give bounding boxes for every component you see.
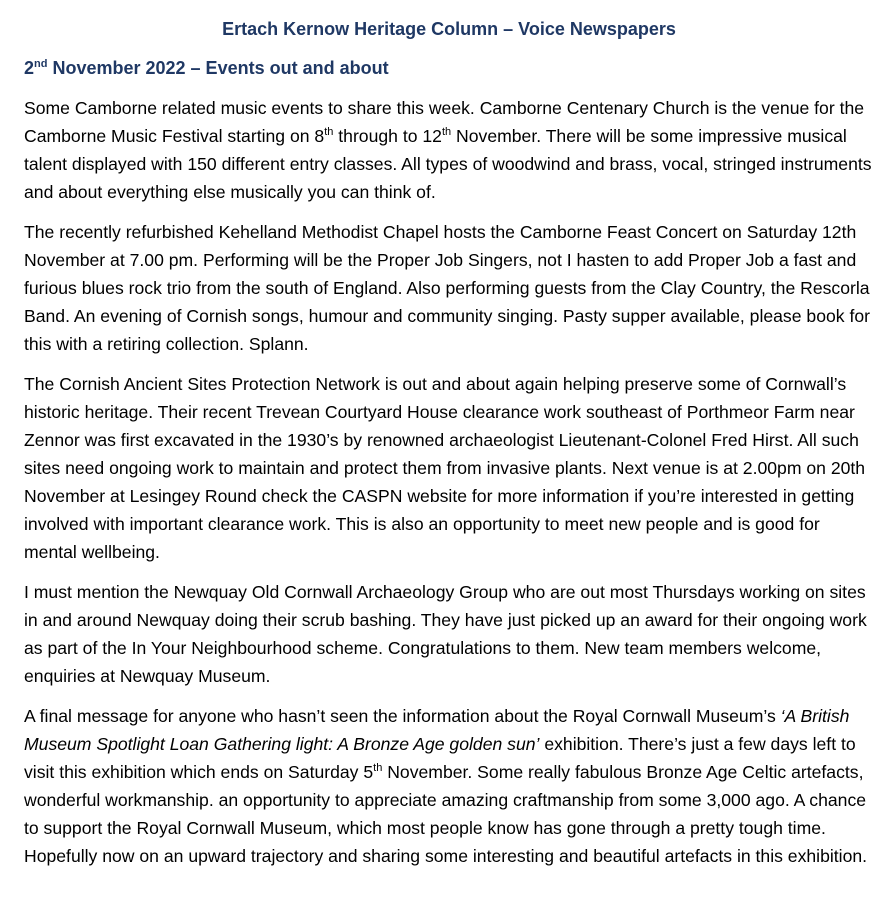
paragraph-music-festival <box>24 94 874 206</box>
paragraph-newquay-group: I must mention the Newquay Old Cornwall Archaeology Group who are out most Thursdays working on sites in and around Newquay doing their scrub bashing. They have just picked up an award for their ongoing work as part of the In Your Neighbourhood scheme. Congratulations to them. New team members welcome, enquiries at Newquay Museum. <box>24 582 867 686</box>
paragraph-museum-exhibition <box>24 702 874 870</box>
p5-text-a: A final message for anyone who hasn’t seen the information about the Royal Cornwall Museum’s <box>24 706 781 726</box>
p5-sup: th <box>373 762 383 775</box>
date-heading-rest: November 2022 – Events out and about <box>47 58 389 78</box>
p5-text-c: November. Some really fabulous Bronze Age Celtic artefacts, wonderful workmanship. an opportunity to appreciate amazing craftmanship from some 3,000 ago. A chance to support the Royal Cornwall Museum, which most people know has gone through a pretty tough time. Hopefully now on an upward trajectory and sharing some interesting and beautiful artefacts in this exhibition. <box>24 762 868 866</box>
p1-sup-2: th <box>441 126 452 139</box>
page-title: Ertach Kernow Heritage Column – Voice Newspapers <box>222 19 676 39</box>
date-day: 2 <box>24 58 35 78</box>
paragraph-feast-concert: The recently refurbished Kehelland Methodist Chapel hosts the Camborne Feast Concert on Saturday 12th November at 7.00 pm. Performing will be the Proper Job Singers, not I hasten to add Proper Job a fast and furious blues rock trio from the south of England. Also performing guests from the Clay Country, the Rescorla Band. An evening of Cornish songs, humour and community singing. Pasty supper available, please book for this with a retiring collection. Splann. <box>24 222 870 354</box>
p1-text-b: through to 12 <box>333 126 442 146</box>
p5-text-b: exhibition. There’s just a few days left to visit this exhibition which ends on Saturday 5 <box>24 734 856 782</box>
p1-sup-1: th <box>324 126 334 139</box>
p1-text-c: November. There will be some impressive musical talent displayed with 150 different entry classes. All types of woodwind and brass, vocal, stringed instruments and about everything else musically you can think of. <box>24 126 872 202</box>
paragraph-caspn: The Cornish Ancient Sites Protection Network is out and about again helping preserve some of Cornwall’s historic heritage. Their recent Trevean Courtyard House clearance work southeast of Porthmeor Farm near Zennor was first excavated in the 1930’s by renowned archaeologist Lieutenant-Colonel Fred Hirst. All such sites need ongoing work to maintain and protect them from invasive plants. Next venue is at 2.00pm on 20th November at Lesingey Round check the CASPN website for more information if you’re interested in getting involved with important clearance work. This is also an opportunity to meet new people and is good for mental wellbeing. <box>24 374 866 562</box>
article-date-heading <box>24 54 874 82</box>
date-suffix: nd <box>34 58 48 70</box>
exhibition-title: ‘A British Museum Spotlight Loan Gathering light: A Bronze Age golden sun’ <box>24 706 850 754</box>
p1-text-a: Some Camborne related music events to share this week. Camborne Centenary Church is the venue for the Camborne Music Festival starting on 8 <box>24 98 865 146</box>
